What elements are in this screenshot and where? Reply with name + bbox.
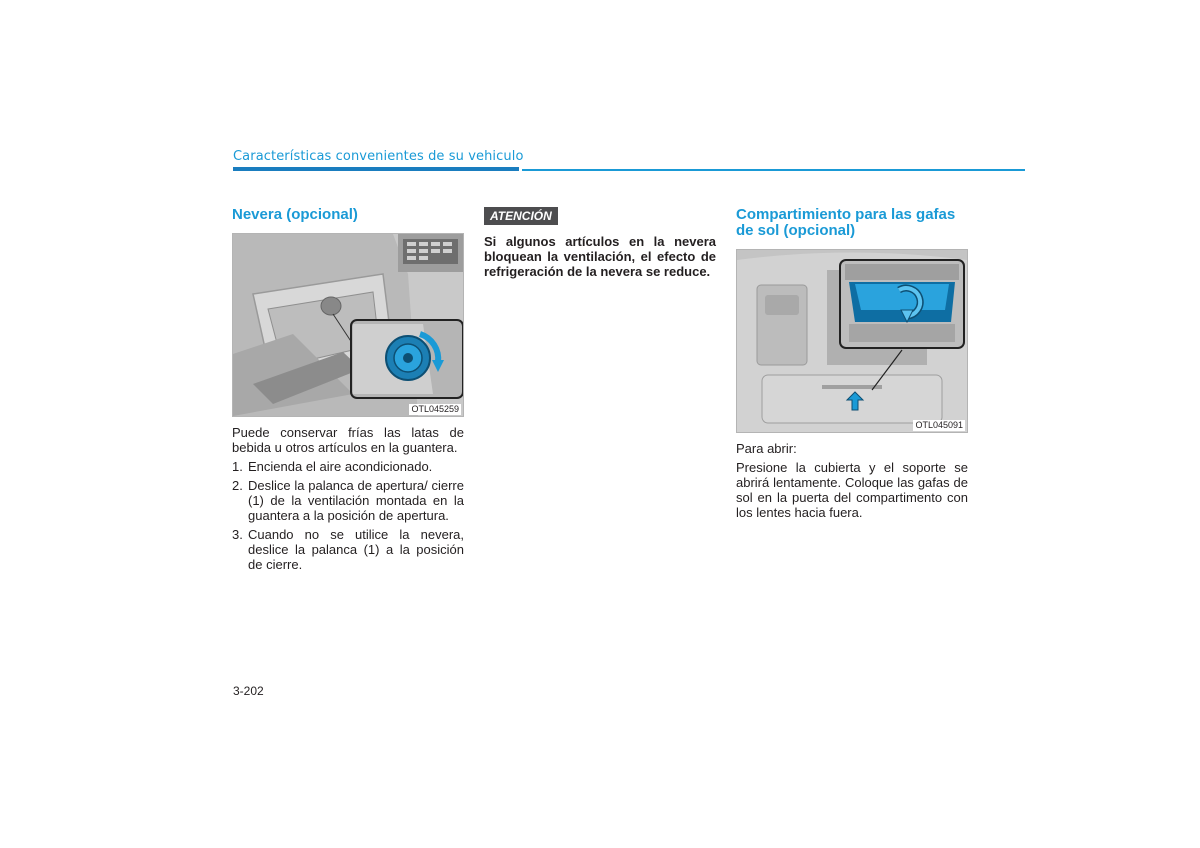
figure-code: OTL045259 <box>411 404 459 414</box>
column-nevera <box>232 207 464 576</box>
header-rule-light <box>522 169 1025 171</box>
column-atencion <box>484 207 716 279</box>
nevera-intro: Puede conservar frías las latas de bebida u otros artículos en la guantera. <box>232 425 464 455</box>
glovebox-cooler-figure <box>232 233 464 417</box>
gafas-title: Compartimiento para las gafas de sol (opcional) <box>736 206 956 239</box>
header-rule-dark <box>233 167 519 171</box>
figure-code: OTL045091 <box>915 420 963 430</box>
sunglass-holder-figure <box>736 249 968 433</box>
list-item <box>232 459 464 474</box>
list-item <box>232 478 464 523</box>
step-number: 3. <box>232 527 243 542</box>
atencion-text: Si algunos artículos en la nevera bloquean la ventilación, el efecto de refrigeración de la nevera se reduce. <box>484 234 716 279</box>
step-text: Encienda el aire acondicionado. <box>248 459 433 474</box>
column-gafas <box>736 207 968 520</box>
step-text: Cuando no se utilice la nevera, deslice la palanca (1) a la posición de cierre. <box>248 527 464 572</box>
step-number: 2. <box>232 478 243 493</box>
step-number: 1. <box>232 459 243 474</box>
gafas-para-instructions: Presione la cubierta y el soporte se abrirá lentamente. Coloque las gafas de sol en la puerta del compartimento con los lentes hacia fuera. <box>736 460 968 520</box>
nevera-title: Nevera (opcional) <box>232 206 358 223</box>
glovebox-illustration <box>233 234 463 416</box>
section-header-title: Características convenientes de su vehiculo <box>233 149 524 164</box>
page-number: 3-202 <box>233 684 264 698</box>
gafas-para-open: Para abrir: <box>736 441 797 456</box>
nevera-steps <box>232 459 464 572</box>
sunglass-holder-illustration <box>737 250 967 432</box>
list-item <box>232 527 464 572</box>
step-text: Deslice la palanca de apertura/ cierre (1) de la ventilación montada en la guantera a la posición de apertura. <box>248 478 464 523</box>
atencion-badge: ATENCIÓN <box>484 207 558 225</box>
